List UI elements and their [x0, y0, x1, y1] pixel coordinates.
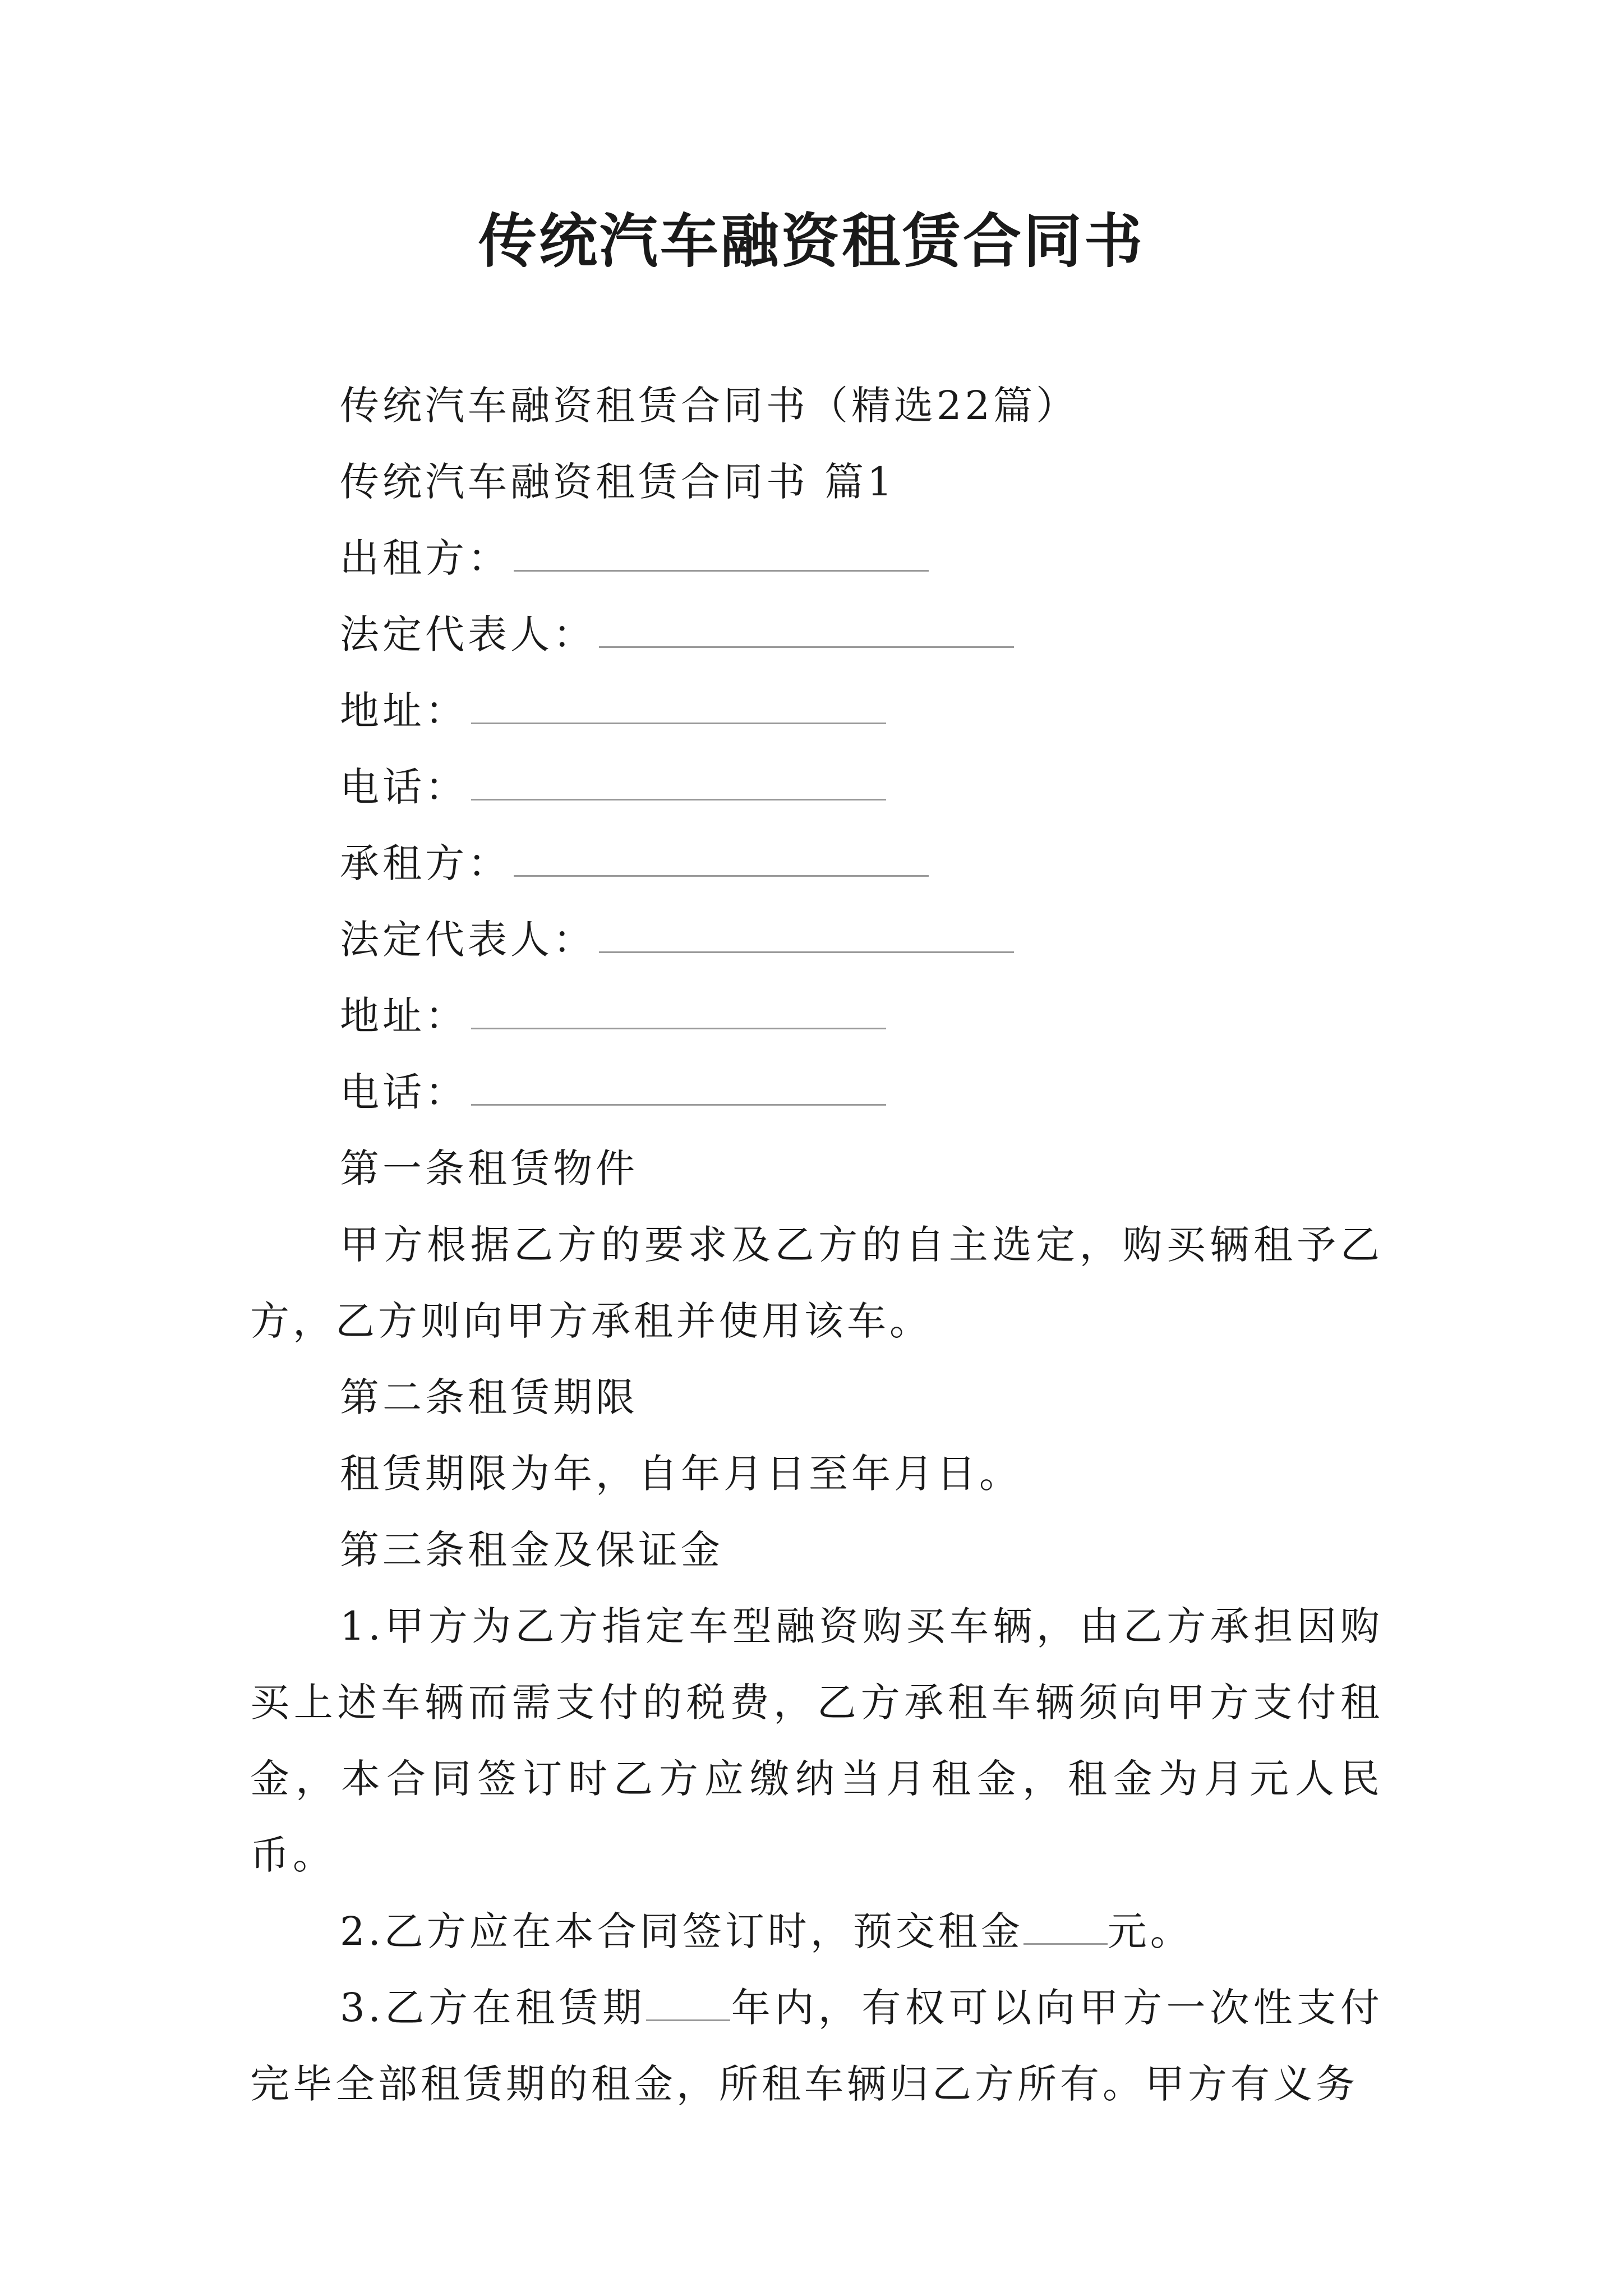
lessor-phone-blank: [471, 788, 886, 800]
lessee-address-field: [250, 978, 1383, 1054]
item-2-text-after: 元。: [1107, 1908, 1193, 1954]
lessee-rep-field: [250, 901, 1383, 978]
lessor-address-field: [250, 673, 1383, 749]
lessor-name-label: 出租方：: [340, 535, 510, 581]
lessor-rep-blank: [599, 635, 1014, 648]
article-3-item-1: 1.甲方为乙方指定车型融资购买车辆，由乙方承担因购买上述车辆而需支付的税费，乙方承租车辆须向甲方支付租金，本合同签订时乙方应缴纳当月租金，租金为月元人民币。: [250, 1603, 1383, 1878]
lessor-name-blank: [514, 559, 929, 572]
lease-term-blank: [646, 2014, 730, 2021]
lessor-rep-label: 法定代表人：: [340, 611, 596, 657]
article-3-item-3: [250, 1970, 1383, 2122]
article-2-heading: 第二条租赁期限: [340, 1374, 638, 1420]
lessee-rep-blank: [599, 940, 1014, 953]
lessor-phone-label: 电话：: [340, 764, 468, 810]
article-3-item-2: [250, 1893, 1383, 1970]
lessee-phone-label: 电话：: [340, 1069, 468, 1115]
lessor-phone-field: [250, 749, 1383, 825]
deposit-amount-blank: [1023, 1938, 1108, 1945]
lessee-phone-field: [250, 1054, 1383, 1130]
item-3-text-after: 年内，有权可以向甲方一次性支付完毕全部租赁期的租金，所租车辆归乙方所有。甲方有义务: [250, 1985, 1384, 2107]
lessee-name-field: [250, 825, 1383, 901]
lessee-rep-label: 法定代表人：: [340, 917, 596, 963]
document-title: 传统汽车融资租赁合同书: [478, 206, 1145, 275]
section-heading: 传统汽车融资租赁合同书 篇1: [340, 459, 896, 505]
lessor-rep-field: [250, 596, 1383, 673]
lessee-address-label: 地址：: [340, 993, 468, 1039]
article-2-text: 租赁期限为年，自年月日至年月日。: [340, 1451, 1022, 1497]
lessor-name-field: [250, 520, 1383, 596]
lessee-address-blank: [471, 1016, 886, 1029]
article-3-heading: 第三条租金及保证金: [340, 1527, 723, 1573]
lessee-name-label: 承租方：: [340, 840, 510, 886]
article-1-text: 甲方根据乙方的要求及乙方的自主选定，购买辆租予乙方，乙方则向甲方承租并使用该车。: [250, 1222, 1383, 1344]
lessor-address-blank: [471, 711, 886, 724]
article-1-heading: 第一条租赁物件: [340, 1145, 638, 1191]
item-3-text-before: 3.乙方在租赁期: [340, 1985, 646, 2031]
lessee-phone-blank: [471, 1093, 886, 1106]
document-subtitle: 传统汽车融资租赁合同书（精选22篇）: [340, 383, 1079, 429]
item-2-text-before: 2.乙方应在本合同签订时，预交租金: [340, 1908, 1023, 1954]
document-body: [250, 367, 1383, 2122]
lessor-address-label: 地址：: [340, 688, 468, 734]
lessee-name-blank: [514, 864, 929, 877]
